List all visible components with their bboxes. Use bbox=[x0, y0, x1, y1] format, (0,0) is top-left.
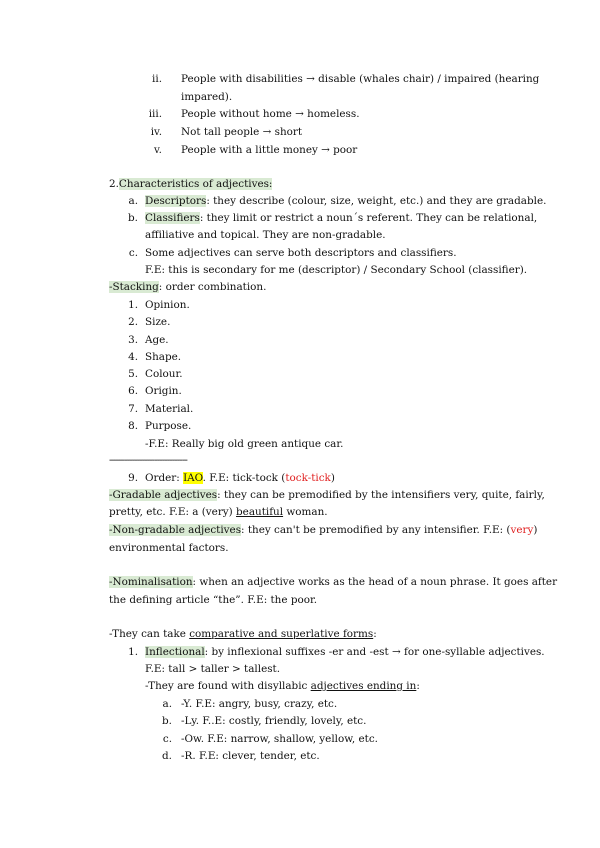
list-marker: 3. bbox=[128, 334, 138, 346]
nominalisation-paragraph-continuation: the defining article “the”. F.E: the poor. bbox=[109, 594, 318, 606]
list-item: Material. bbox=[145, 403, 194, 415]
list-item-continuation: F.E: this is secondary for me (descriptor) / Secondary School (classifier). bbox=[145, 264, 528, 276]
list-marker: 4. bbox=[128, 351, 138, 363]
gradable-paragraph: -Gradable adjectives: they can be premodified by the intensifiers very, quite, fairly, bbox=[109, 489, 545, 501]
list-item: People with a little money → poor bbox=[181, 144, 358, 156]
list-item: Purpose. bbox=[145, 420, 192, 432]
disyllabic-note: -They are found with disyllabic adjectives ending in: bbox=[145, 680, 420, 692]
gradable-paragraph-continuation: pretty, etc. F.E: a (very) beautiful woman. bbox=[109, 506, 328, 518]
list-marker: v. bbox=[154, 144, 162, 156]
list-item: Origin. bbox=[145, 385, 182, 397]
list-item: Shape. bbox=[145, 351, 182, 363]
list-item: -Ow. F.E: narrow, shallow, yellow, etc. bbox=[181, 733, 378, 745]
list-marker: c. bbox=[128, 247, 138, 259]
list-item: -R. F.E: clever, tender, etc. bbox=[181, 750, 320, 762]
list-item-continuation: affiliative and topical. They are non-gradable. bbox=[145, 229, 386, 241]
list-item: Age. bbox=[145, 334, 169, 346]
list-marker: iv. bbox=[150, 126, 162, 138]
comparative-paragraph: -They can take comparative and superlative forms: bbox=[109, 628, 377, 640]
list-item: People without home → homeless. bbox=[181, 108, 360, 120]
stacking-example: -F.E: Really big old green antique car. bbox=[145, 438, 344, 450]
nominalisation-paragraph: -Nominalisation: when an adjective works as the head of a noun phrase. It goes after bbox=[109, 576, 558, 588]
list-item: -Ly. F..E: costly, friendly, lovely, etc. bbox=[181, 715, 367, 727]
list-marker: 6. bbox=[128, 385, 138, 397]
list-item: -Y. F.E: angry, busy, crazy, etc. bbox=[181, 698, 338, 710]
list-marker: 2. bbox=[128, 316, 138, 328]
section-heading: 2.Characteristics of adjectives: bbox=[109, 178, 273, 190]
list-marker: a. bbox=[128, 195, 138, 207]
list-item-continuation: impared). bbox=[181, 91, 233, 103]
list-item: Descriptors: they describe (colour, size, weight, etc.) and they are gradable. bbox=[145, 195, 547, 207]
list-marker: c. bbox=[162, 733, 172, 745]
list-marker: 8. bbox=[128, 420, 138, 432]
list-item: Colour. bbox=[145, 368, 183, 380]
divider-line: ------------------------------- bbox=[109, 454, 187, 466]
list-item: Classifiers: they limit or restrict a noun´s referent. They can be relational, bbox=[145, 212, 538, 224]
list-marker: iii. bbox=[148, 108, 162, 120]
list-marker: a. bbox=[162, 698, 172, 710]
list-marker: 1. bbox=[128, 299, 138, 311]
list-item: People with disabilities → disable (whales chair) / impaired (hearing bbox=[181, 73, 540, 85]
stacking-paragraph: -Stacking: order combination. bbox=[109, 281, 267, 293]
list-marker: 1. bbox=[128, 646, 138, 658]
list-item: Some adjectives can serve both descriptors and classifiers. bbox=[145, 247, 457, 259]
list-marker: 5. bbox=[128, 368, 138, 380]
non-gradable-paragraph-continuation: environmental factors. bbox=[109, 542, 229, 554]
list-item: Inflectional: by inflexional suffixes -er and -est → for one-syllable adjectives. bbox=[145, 646, 545, 658]
list-item: Not tall people → short bbox=[181, 126, 303, 138]
list-marker: b. bbox=[128, 212, 138, 224]
list-item: Order: IAO. F.E: tick-tock (tock-tick) bbox=[145, 472, 335, 484]
list-marker: d. bbox=[162, 750, 172, 762]
list-marker: 9. bbox=[128, 472, 138, 484]
list-marker: ii. bbox=[152, 73, 162, 85]
list-marker: b. bbox=[162, 715, 172, 727]
comparative-example: F.E: tall > taller > tallest. bbox=[145, 663, 281, 675]
non-gradable-paragraph: -Non-gradable adjectives: they can't be premodified by any intensifier. F.E: (very) bbox=[109, 524, 538, 536]
list-item: Opinion. bbox=[145, 299, 190, 311]
list-item: Size. bbox=[145, 316, 171, 328]
list-marker: 7. bbox=[128, 403, 138, 415]
